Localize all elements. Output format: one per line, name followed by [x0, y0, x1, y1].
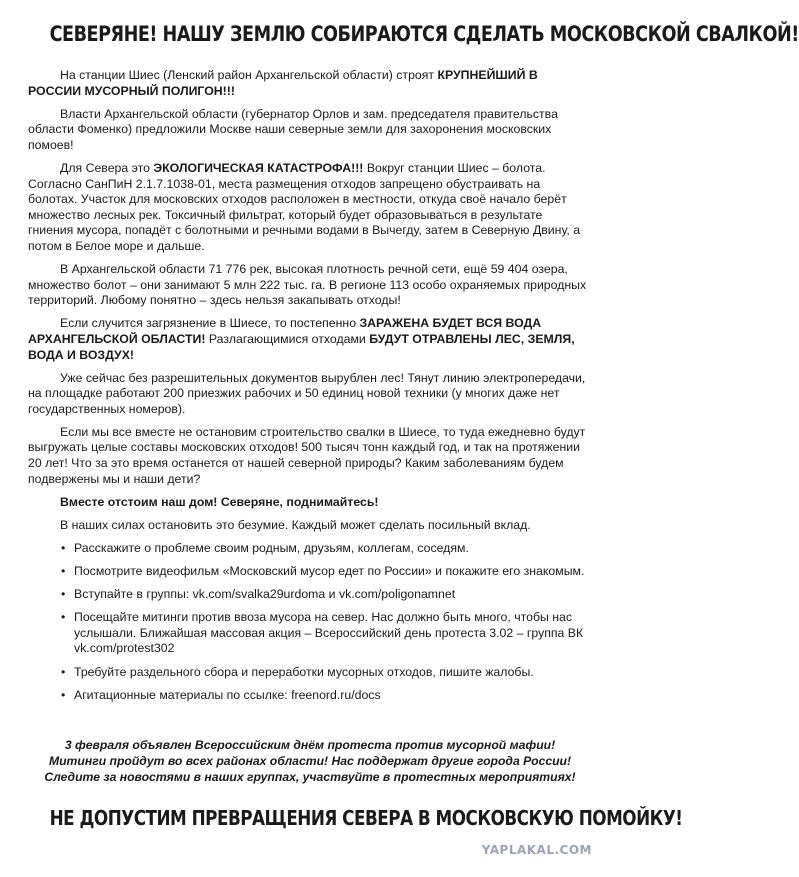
- footer-slogan: НЕ ДОПУСТИМ ПРЕВРАЩЕНИЯ СЕВЕРА В МОСКОВСКУЮ ПОМОЙКУ!: [49, 806, 683, 830]
- paragraph-3-emphasis: ЭКОЛОГИЧЕСКАЯ КАТАСТРОФА!!!: [153, 160, 364, 175]
- leaflet-body: [28, 68, 590, 711]
- paragraph-5-emphasis-1: ЗАРАЖЕНА БУДЕТ ВСЯ ВОДА АРХАНГЕЛЬСКОЙ ОБЛАСТИ!: [28, 316, 542, 346]
- paragraph-2: Власти Архангельской области (губернатор Орлов и зам. председателя правительства области Фоменко) предложили Москве наши северные земли для захоронения московских помоев!: [28, 106, 558, 152]
- action-item: • Посещайте митинги против ввоза мусора на север. Нас должно быть много, чтобы нас услышали. Ближайшая массовая акция – Всероссийский день протеста 3.02 – группа ВК vk.com/protest302: [74, 610, 590, 657]
- leaflet-title: СЕВЕРЯНЕ! НАШУ ЗЕМЛЮ СОБИРАЮТСЯ СДЕЛАТЬ МОСКОВСКОЙ СВАЛКОЙ!: [49, 22, 799, 46]
- paragraph-1-text: На станции Шиес (Ленский район Архангельской области) строят: [60, 68, 438, 82]
- paragraph-6: Уже сейчас без разрешительных документов вырублен лес! Тянут линию электропередачи, на площадке работают 200 приезжих рабочих и 50 единиц новой техники (у многих даже нет государственных номеров).: [28, 370, 586, 416]
- watermark: YAPLAKAL.COM: [481, 843, 592, 857]
- paragraph-4: В Архангельской области 71 776 рек, высокая плотность речной сети, ещё 59 404 озера, множество болот – они занимают 5 млн 222 тыс. га. В регионе 113 особо охраняемых природных территорий. Любому понятно – здесь нельзя закапывать отходы!: [28, 262, 587, 308]
- action-item: • Вступайте в группы: vk.com/svalka29urdoma и vk.com/poligonamnet: [74, 587, 590, 603]
- action-item: • Посмотрите видеофильм «Московский мусор едет по России» и покажите его знакомым.: [74, 564, 590, 580]
- paragraph-1-emphasis: КРУПНЕЙШИЙ В РОССИИ МУСОРНЫЙ ПОЛИГОН!!!: [28, 68, 538, 98]
- call-to-action: Вместе отстоим наш дом! Северяне, поднимайтесь!: [60, 494, 379, 509]
- paragraph-7: Если мы все вместе не остановим строительство свалки в Шиесе, то туда ежедневно будут выгружать целые составы московских отходов! 500 тысяч тонн каждый год, и так на протяжении 20 лет! Что за это время останется от нашей северной природы? Каким заболеваниям будем подвержены мы и наши дети?: [28, 424, 586, 486]
- paragraph-3-text-a: Для Севера это: [60, 160, 154, 175]
- paragraph-5: [28, 316, 590, 363]
- action-item: • Расскажите о проблеме своим родным, друзьям, коллегам, соседям.: [74, 541, 590, 557]
- closing-line: Следите за новостями в наших группах, участвуйте в протестных мероприятиях!: [44, 769, 576, 784]
- action-list: [28, 541, 590, 703]
- paragraph-3-text-c: Вокруг станции Шиес – болота. Согласно СанПиН 2.1.7.1038-01, места размещения отходов запрещено обустраивать на болотах. Участок для московских отходов расположен в местности, откуда своё начало берёт множество лесных рек. Токсичный фильтрат, который будет образовываться в результате гниения мусора, попадёт с болотными и речными водами в Вычегду, затем в Северную Двину, а потом в Белое море и дальше.: [28, 160, 581, 253]
- paragraph-3: [28, 161, 590, 255]
- closing-announcement: [0, 738, 620, 785]
- action-item: • Требуйте раздельного сбора и переработки мусорных отходов, пишите жалобы.: [74, 665, 590, 681]
- paragraph-5-text-c: Разлагающимися отходами: [205, 331, 370, 346]
- closing-line: Митинги пройдут во всех районах области! Нас поддержат другие города России!: [48, 753, 572, 768]
- paragraph-1: [28, 68, 590, 99]
- paragraph-5-text-a: Если случится загрязнение в Шиесе, то постепенно: [60, 316, 360, 331]
- paragraph-9: В наших силах остановить это безумие. Каждый может сделать посильный вклад.: [60, 517, 531, 532]
- closing-line: 3 февраля объявлен Всероссийским днём протеста против мусорной мафии!: [64, 738, 556, 752]
- paragraph-5-emphasis-2: БУДУТ ОТРАВЛЕНЫ ЛЕС, ЗЕМЛЯ, ВОДА И ВОЗДУХ!: [28, 331, 575, 362]
- action-item: • Агитационные материалы по ссылке: freenord.ru/docs: [74, 688, 590, 704]
